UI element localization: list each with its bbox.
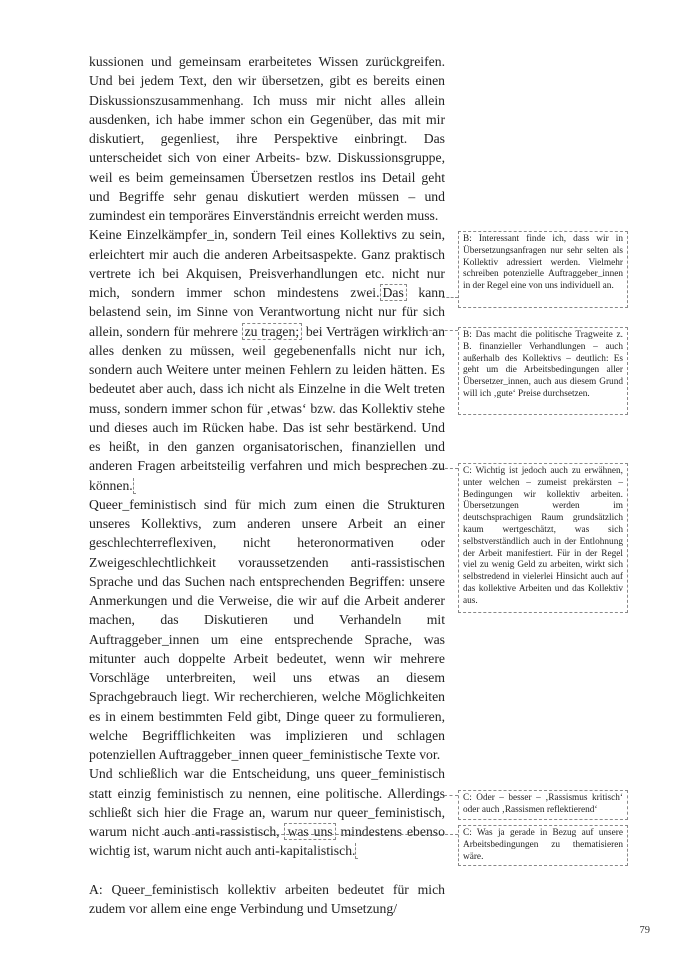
paragraph-4-text-c: mindestens ebenso wichtig ist, warum nicht auch anti-kapitalistisch. <box>89 824 445 859</box>
connector-line-1 <box>442 297 458 298</box>
paragraph-1: kussionen und gemeinsam erarbeitetes Wissen zurückgreifen. Und bei jedem Text, den wir übersetzen, gibt es bereits einen Diskussionszusammenhang. Ich muss mir nicht alles allein ausdenken, ich habe immer schon ein Gegenüber, das mit mir diskutiert, gegenliest, ihre Perspektive einbringt. Das unterscheidet sich von einer Arbeits- bzw. Diskussionsgruppe, weil es beim gemeinsamen Übersetzen restlos ins Detail geht und Begriffe sehr genau diskutiert werden müssen – und zumindest ein temporäres Einverständnis erreicht werden muss. <box>89 54 445 223</box>
margin-note-2: B: Das macht die politische Tragweite z. B. finanzieller Verhandlungen – auch außerhalb des Kollektivs – deutlich: Es geht um die Arbeitsbedingungen aller Übersetzer_innen, auch aus diesem Grund will ich ‚gute‘ Preise durchsetzen. <box>458 327 628 415</box>
connector-line-5 <box>162 834 458 835</box>
comment-anchor-marker-2 <box>355 843 358 859</box>
paragraph-4 <box>89 764 445 860</box>
paragraph-2-text-c: kann belastend sein, im Sinne von Verantwortung nicht nur für sich allein, sondern für mehrere <box>89 285 445 339</box>
main-text-column <box>89 52 445 918</box>
paragraph-2-text-a: Keine Einzelkämpfer_in, sondern Teil eines Kollektivs zu sein, erleichtert mir auch die anderen Arbeitsaspekte. Ganz praktisch vertrete ich bei Akquisen, Preisverhandlungen etc. nicht nur mich, sondern immer schon mindestens zwei. <box>89 227 445 300</box>
margin-note-4: C: Oder – besser – ‚Rassismus kritisch‘ oder auch ‚Rassismen reflektierend‘ <box>458 790 628 820</box>
paragraph-2-text-e: bei Verträgen wirklich an alles denken zu müssen, weil gegebenenfalls nicht nur ich, sondern auch Weitere unter meinen Fehlern zu leiden hätten. Es bedeutet aber auch, dass ich nicht als Einzelne in die Welt treten muss, sondern immer schon für ‚etwas‘ bzw. das Kollektiv stehe und dieses auch im Rücken habe. Das ist sehr bestärkend. Und es heißt, in den ganzen organisatorischen, finanziellen und anderen Fragen arbeitsteilig verfahren und mich besprechen zu können. <box>89 323 445 493</box>
paragraph-2 <box>89 225 445 495</box>
comment-anchor-zu-tragen: zu tragen; <box>242 323 303 340</box>
paragraph-5: A: Queer_feministisch kollektiv arbeiten bedeutet für mich zudem vor allem eine enge Verbindung und Umsetzung/ <box>89 881 445 916</box>
margin-note-5: C: Was ja gerade in Bezug auf unsere Arbeitsbedingungen zu thematisieren wäre. <box>458 825 628 866</box>
margin-note-1: B: Interessant finde ich, dass wir in Übersetzungsanfragen nur sehr selten als Kollektiv adressiert werden. Vielmehr schreiben potenzielle Auftraggeber_innen in der Regel eine von uns individuell an. <box>458 231 628 308</box>
margin-note-3: C: Wichtig ist jedoch auch zu erwähnen, unter welchen – zumeist prekärsten – Bedingungen wir kollektiv arbeiten. Übersetzungen werden im deutschsprachigen Raum grundsätzlich kaum wertgeschätzt, was sich selbstverständlich auch in der Entlohnung der Arbeit manifestiert. Für in der Regel viel zu wenig Geld zu arbeiten, wirkt sich selbstredend in vielerlei Hinsicht auch auf das kollektive Arbeiten und das Kollektiv aus. <box>458 463 628 613</box>
paragraph-3: Queer_feministisch sind für mich zum einen die Strukturen unseres Kollektivs, zum anderen unsere Arbeit an einer geschlechterreflexiven, nicht heteronormativen oder Zweigeschlechtlichkeit voraussetzenden anti-rassistischen Sprache und das Suchen nach entsprechenden Begriffen: unsere Anmerkungen und die Verweise, die wir auf die Arbeit anderer machen, das Diskutieren und Verhandeln mit Auftraggeber_innen um eine entsprechende Sprache, was mitunter auch doppelte Arbeit bedeutet, wenn wir mehrere Vorschläge unterbreiten, weil uns etwas an diesem Sprachgebrauch liegt. Wir recherchieren, welche Möglichkeiten es in einem bestimmten Feld gibt, Dinge queer zu formulieren, welche Begrifflichkeiten was implizieren und schlagen potenziellen Auftraggeber_innen queer_feministische Texte vor. <box>89 496 445 762</box>
comment-anchor-marker <box>133 478 136 494</box>
connector-line-3 <box>384 468 458 469</box>
connector-line-2 <box>388 330 458 331</box>
paragraph-4-text-a: Und schließlich war die Entscheidung, uns queer_feministisch statt einzig feministisch zu nennen, eine politische. Allerdings schließt sich hier die Frage an, warum nur queer_feministisch, warum nicht auch anti-rassistisch, <box>89 766 445 839</box>
page-number: 79 <box>639 925 650 936</box>
comment-anchor-das: Das <box>380 284 407 301</box>
comment-anchor-was-uns: was uns <box>284 823 335 840</box>
connector-line-4 <box>444 795 458 796</box>
